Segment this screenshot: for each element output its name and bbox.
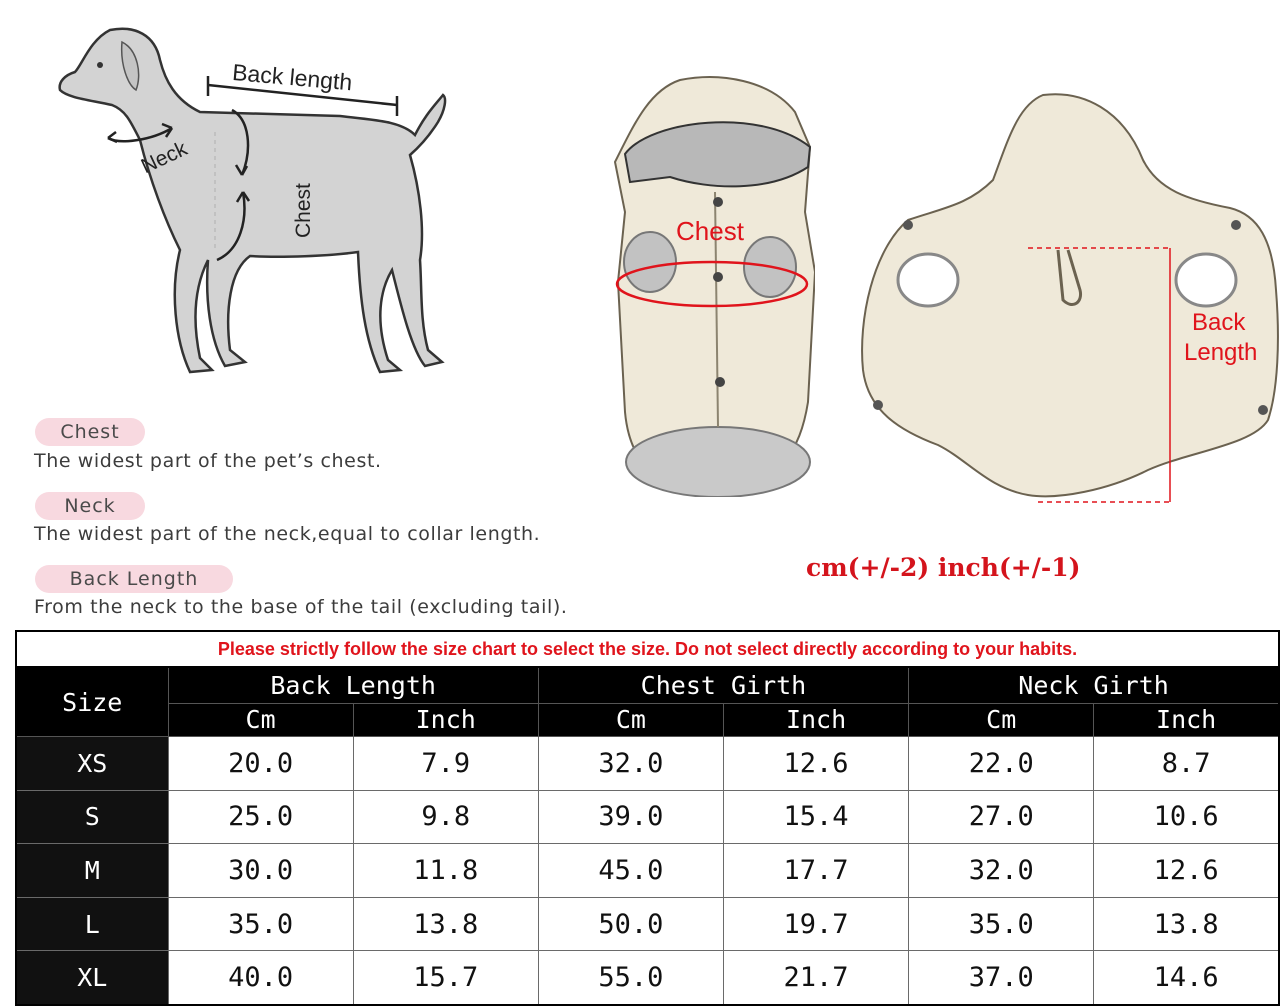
size-label: L [16,897,168,951]
table-cell: 8.7 [1094,737,1279,791]
coat-chest-label: Chest [676,216,744,246]
unit-header: Cm [909,703,1094,736]
size-label: S [16,790,168,844]
unit-header: Inch [1094,703,1279,736]
table-cell: 39.0 [538,790,723,844]
table-row [16,951,1279,1005]
table-cell: 22.0 [909,737,1094,791]
unit-header: Cm [538,703,723,736]
table-cell: 13.8 [1094,897,1279,951]
table-cell: 40.0 [168,951,353,1005]
neck-label: Neck [137,137,191,179]
coat-left-armhole [624,232,676,292]
table-cell: 15.7 [353,951,538,1005]
table-cell: 45.0 [538,844,723,898]
table-cell: 9.8 [353,790,538,844]
size-label: M [16,844,168,898]
chest-girth-header: Chest Girth [538,667,908,703]
table-cell: 30.0 [168,844,353,898]
table-cell: 27.0 [909,790,1094,844]
table-cell: 14.6 [1094,951,1279,1005]
table-row [16,737,1279,791]
measurement-tolerance: cm(+/-2) inch(+/-1) [806,553,1081,582]
table-cell: 12.6 [723,737,908,791]
neck-girth-header: Neck Girth [909,667,1279,703]
unit-header: Inch [723,703,908,736]
chest-label: Chest [292,183,315,238]
table-cell: 32.0 [538,737,723,791]
back-length-header: Back Length [168,667,538,703]
unit-header: Cm [168,703,353,736]
table-cell: 35.0 [168,897,353,951]
coat-back-label-line2: Length [1184,339,1258,366]
back-length-term-pill: Back Length [35,565,233,593]
table-row [16,790,1279,844]
unit-header: Inch [353,703,538,736]
coat-back-label-line1: Back [1192,309,1246,336]
table-cell: 15.4 [723,790,908,844]
table-row [16,844,1279,898]
neck-description: The widest part of the neck,equal to collar length. [34,523,541,545]
chest-description: The widest part of the pet’s chest. [34,450,382,472]
coat-back-photo [858,90,1283,510]
back-length-label: Back length [231,58,354,96]
neck-term-pill: Neck [35,492,145,520]
coat-front-photo [610,72,815,497]
dog-measurement-diagram [40,20,470,390]
table-row [16,897,1279,951]
chest-term-pill: Chest [35,418,145,446]
coat-back-right-armhole [1176,254,1236,306]
table-cell: 13.8 [353,897,538,951]
table-cell: 19.7 [723,897,908,951]
coat-back-left-armhole [898,254,958,306]
size-label: XS [16,737,168,791]
table-cell: 12.6 [1094,844,1279,898]
table-cell: 55.0 [538,951,723,1005]
table-cell: 25.0 [168,790,353,844]
table-cell: 35.0 [909,897,1094,951]
table-cell: 37.0 [909,951,1094,1005]
table-cell: 50.0 [538,897,723,951]
table-cell: 7.9 [353,737,538,791]
size-chart-table [15,630,1280,1006]
dog-eye [97,62,103,68]
table-cell: 10.6 [1094,790,1279,844]
size-column-header: Size [16,667,168,736]
table-cell: 17.7 [723,844,908,898]
back-length-description: From the neck to the base of the tail (excluding tail). [34,596,568,618]
table-cell: 32.0 [909,844,1094,898]
size-label: XL [16,951,168,1005]
table-cell: 11.8 [353,844,538,898]
coat-front-collar-fleece [626,427,810,497]
table-cell: 21.7 [723,951,908,1005]
size-notice: Please strictly follow the size chart to select the size. Do not select directly according to your habits. [16,631,1279,667]
table-cell: 20.0 [168,737,353,791]
